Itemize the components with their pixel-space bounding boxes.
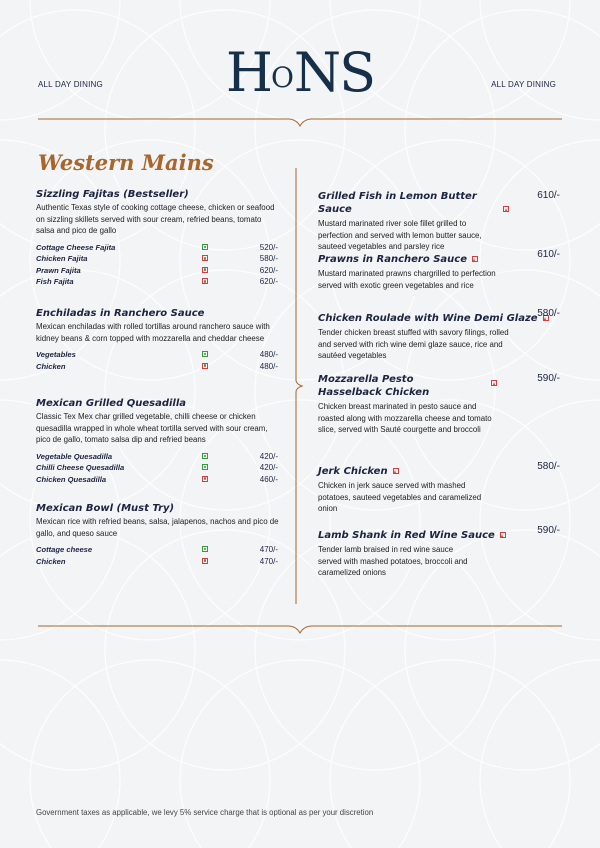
dish-name: Enchiladas in Ranchero Sauce	[36, 308, 205, 319]
non-veg-icon	[202, 476, 208, 482]
option-name: Chicken Quesadilla	[36, 474, 107, 484]
option-price: 480/-	[259, 361, 278, 371]
dish-name: Mexican Bowl (Must Try)	[36, 503, 175, 514]
option-price: 580/-	[259, 254, 278, 264]
dish-name: Sizzling Fajitas (Bestseller)	[36, 189, 189, 200]
dish-mexican-bowl	[36, 502, 280, 567]
dish-grilled-fish	[318, 190, 564, 253]
bottom-divider	[38, 622, 562, 638]
non-veg-icon	[202, 558, 208, 564]
dish-price: 590/-	[537, 373, 560, 384]
option-row	[36, 361, 280, 373]
dish-name: Lamb Shank in Red Wine Sauce	[318, 530, 495, 541]
dish-description: Tender chicken breast stuffed with savory filings, rolled and served with rich wine demi glaze sauce, rice and sautéed vegetables	[318, 328, 509, 361]
dish-description: Classic Tex Mex char grilled vegetable, chilli cheese or chicken quesadilla wrapped in whole wheat tortilla served with sour cream, pico de gallo, tomato salsa dip and refried beans	[36, 412, 268, 445]
footer-note: Government taxes as applicable, we levy 5% service charge that is optional as per your discretion	[36, 808, 374, 817]
option-name: Vegetables	[36, 350, 76, 360]
non-veg-icon	[491, 380, 497, 386]
option-row	[36, 276, 280, 288]
dish-description: Tender lamb braised in red wine sauce served with mashed potatoes, broccoli and caramelized onions	[318, 545, 468, 578]
option-name: Cottage Cheese Fajita	[36, 242, 116, 252]
dish-description: Chicken in jerk sauce served with mashed potatoes, sauteed vegetables and caramelized onion	[318, 481, 482, 514]
option-price: 620/-	[259, 265, 278, 275]
veg-icon	[202, 453, 208, 459]
non-veg-icon	[500, 532, 506, 538]
dish-enchiladas	[36, 307, 280, 372]
option-name: Vegetable Quesadilla	[36, 451, 113, 461]
option-row	[36, 349, 280, 361]
option-row	[36, 242, 280, 254]
dish-chicken-roulade	[318, 308, 564, 362]
brand-logo: HONS	[225, 41, 375, 104]
dish-hasselback-chicken	[318, 373, 564, 436]
non-veg-icon	[202, 255, 208, 261]
option-name: Prawn Fajita	[36, 265, 81, 275]
option-price: 420/-	[259, 451, 278, 461]
non-veg-icon	[202, 267, 208, 273]
veg-icon	[202, 464, 208, 470]
dish-price: 580/-	[537, 308, 560, 319]
option-price: 470/-	[259, 556, 278, 566]
option-list	[36, 544, 280, 567]
option-row	[36, 462, 280, 474]
option-price: 520/-	[259, 242, 278, 252]
option-row	[36, 253, 280, 265]
dish-name: Grilled Fish in Lemon Butter Sauce	[318, 191, 477, 215]
dish-price: 610/-	[537, 249, 560, 260]
option-name: Cottage cheese	[36, 545, 93, 555]
dish-name: Mozzarella Pesto Hasselback Chicken	[318, 374, 430, 398]
dish-name: Mexican Grilled Quesadilla	[36, 398, 187, 409]
dish-quesadilla	[36, 397, 280, 485]
non-veg-icon	[202, 363, 208, 369]
header-right-tag: ALL DAY DINING	[491, 80, 556, 89]
option-list	[36, 349, 280, 372]
option-price: 480/-	[259, 350, 278, 360]
dish-description: Mexican rice with refried beans, salsa, jalapenos, nachos and pico de gallo, and queso sauce	[36, 517, 279, 538]
veg-icon	[202, 546, 208, 552]
option-row	[36, 556, 280, 568]
option-list	[36, 451, 280, 486]
dish-name: Prawns in Ranchero Sauce	[318, 254, 467, 265]
dish-price: 610/-	[537, 190, 560, 201]
option-name: Fish Fajita	[36, 277, 74, 287]
dish-price: 590/-	[537, 525, 560, 536]
dish-name: Chicken Roulade with Wine Demi Glaze	[318, 313, 538, 324]
option-name: Chilli Cheese Quesadilla	[36, 463, 125, 473]
non-veg-icon	[472, 256, 478, 262]
dish-name: Jerk Chicken	[318, 466, 388, 477]
header-left-tag: ALL DAY DINING	[38, 80, 103, 89]
section-title: Western Mains	[38, 150, 214, 175]
non-veg-icon	[503, 206, 509, 212]
veg-icon	[202, 244, 208, 250]
dish-jerk-chicken	[318, 461, 564, 515]
option-row	[36, 544, 280, 556]
dish-description: Authentic Texas style of cooking cottage cheese, chicken or seafood on sizzling skillets served with sour cream, refried beans, tomato salsa and pico de gallo	[36, 203, 275, 236]
veg-icon	[202, 351, 208, 357]
option-row	[36, 474, 280, 486]
column-divider	[294, 168, 306, 604]
option-row	[36, 265, 280, 277]
non-veg-icon	[202, 278, 208, 284]
dish-description: Mustard marinated river sole fillet grilled to perfection and served with lemon butter sauce, sauteed vegetables and parsley rice	[318, 219, 482, 252]
option-row	[36, 451, 280, 463]
option-price: 420/-	[259, 463, 278, 473]
dish-price: 580/-	[537, 461, 560, 472]
dish-prawns-ranchero	[318, 249, 564, 291]
option-name: Chicken	[36, 361, 66, 371]
option-list	[36, 242, 280, 288]
option-price: 460/-	[259, 474, 278, 484]
option-name: Chicken Fajita	[36, 254, 88, 264]
dish-description: Chicken breast marinated in pesto sauce and roasted along with mozzarella cheese and tomato slice, served with Sauté courgette and broccoli	[318, 402, 492, 435]
option-price: 470/-	[259, 545, 278, 555]
top-divider	[38, 115, 562, 131]
dish-description: Mustard marinated prawns chargrilled to perfection served with exotic green vegetables and rice	[318, 269, 496, 290]
non-veg-icon	[393, 468, 399, 474]
dish-sizzling-fajitas	[36, 188, 280, 288]
dish-lamb-shank	[318, 525, 564, 579]
option-name: Chicken	[36, 556, 66, 566]
option-price: 620/-	[259, 277, 278, 287]
dish-description: Mexican enchiladas with rolled tortillas around ranchero sauce with kidney beans & corn topped with mozzarella and cheddar cheese	[36, 322, 270, 343]
